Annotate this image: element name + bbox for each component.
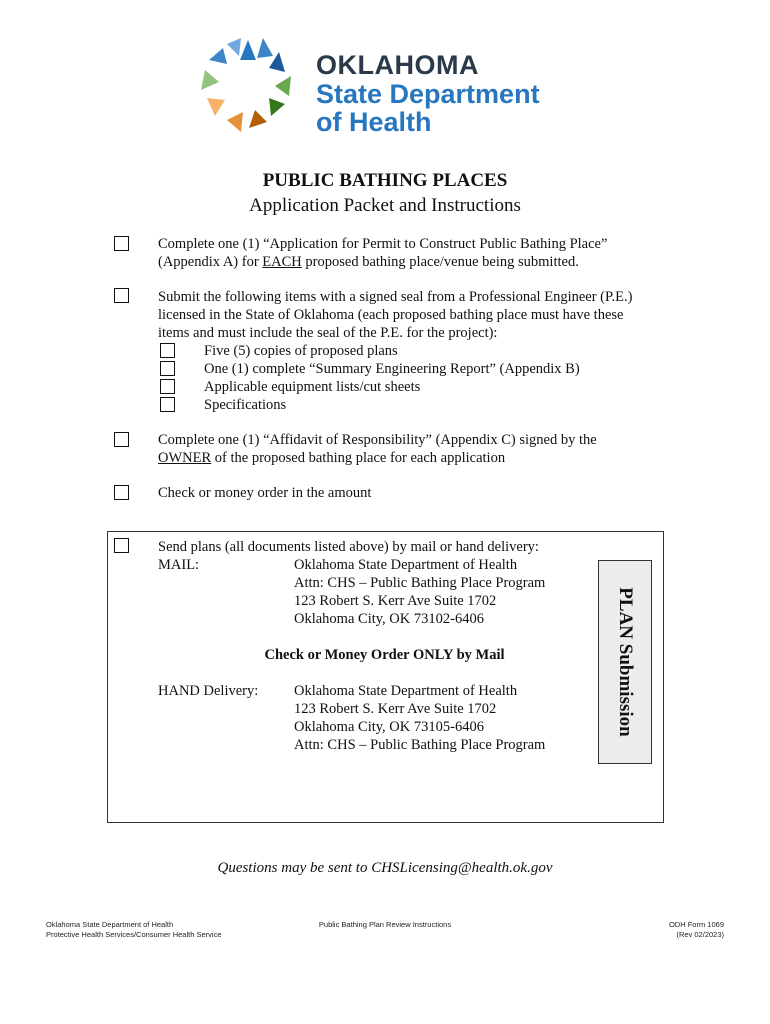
item-1-text xyxy=(158,235,638,271)
item-3-line-1: Complete one (1) “Affidavit of Responsibility” (Appendix C) signed by the xyxy=(158,432,597,448)
footer-right xyxy=(669,920,724,940)
item-3-line-2-post: of the proposed bathing place for each application xyxy=(211,450,506,466)
questions-contact: Questions may be sent to CHSLicensing@health.ok.gov xyxy=(217,860,553,876)
odh-logo-text xyxy=(316,50,540,136)
hand-line-4: Attn: CHS – Public Bathing Place Program xyxy=(294,737,546,753)
logo-line-state-dept: State Department xyxy=(316,79,540,109)
item-5-text: Send plans (all documents listed above) by mail or hand delivery: xyxy=(158,539,539,555)
checkbox-item-4[interactable] xyxy=(114,485,129,500)
item-1-line-1: Complete one (1) “Application for Permit to Construct Public Bathing Place” xyxy=(158,236,608,252)
hand-line-1: Oklahoma State Department of Health xyxy=(294,683,518,699)
item-3-owner: OWNER xyxy=(158,450,212,466)
subitem-equipment: Applicable equipment lists/cut sheets xyxy=(204,379,421,395)
logo-line-of-health: of Health xyxy=(316,107,432,137)
item-3-line-2 xyxy=(158,449,638,467)
checkbox-item-3[interactable] xyxy=(114,432,129,447)
subitem-specifications: Specifications xyxy=(204,397,287,413)
checkbox-item-2[interactable] xyxy=(114,288,129,303)
item-2-line-2: licensed in the State of Oklahoma (each proposed bathing place must have these xyxy=(158,307,624,323)
checkbox-item-1[interactable] xyxy=(114,236,129,251)
hand-line-2: 123 Robert S. Kerr Ave Suite 1702 xyxy=(294,701,497,717)
footer-right-line-2: (Rev 02/2023) xyxy=(676,930,724,939)
subitem-report: One (1) complete “Summary Engineering Report” (Appendix B) xyxy=(204,361,580,377)
item-1-line-2-post: proposed bathing place/venue being submitted. xyxy=(301,254,579,270)
hand-line-3: Oklahoma City, OK 73105-6406 xyxy=(294,719,484,735)
item-1-line-2-pre: (Appendix A) for xyxy=(158,254,263,270)
subitem-plans: Five (5) copies of proposed plans xyxy=(204,343,398,359)
footer-left-line-1: Oklahoma State Department of Health xyxy=(46,920,174,929)
plan-submission-text: PLAN Submission xyxy=(615,587,636,737)
item-3-text xyxy=(158,431,638,467)
item-2-line-1: Submit the following items with a signed seal from a Professional Engineer (P.E.) xyxy=(158,289,633,305)
footer-left-line-2: Protective Health Services/Consumer Health Service xyxy=(46,930,222,939)
checkbox-subitem-equipment[interactable] xyxy=(160,379,175,394)
item-1-line-2 xyxy=(158,253,638,271)
hand-address xyxy=(294,682,545,754)
mail-line-2: Attn: CHS – Public Bathing Place Program xyxy=(294,575,546,591)
footer-right-line-1: ODH Form 1069 xyxy=(668,920,724,929)
footer-center: Public Bathing Plan Review Instructions xyxy=(318,920,452,929)
logo-line-oklahoma: OKLAHOMA xyxy=(316,50,479,80)
mail-line-1: Oklahoma State Department of Health xyxy=(294,557,518,573)
odh-logo-star-icon xyxy=(193,34,303,140)
mail-address xyxy=(294,556,545,628)
mail-line-4: Oklahoma City, OK 73102-6406 xyxy=(294,611,484,627)
check-note: Check or Money Order ONLY by Mail xyxy=(264,647,505,663)
page-subtitle: Application Packet and Instructions xyxy=(249,195,521,216)
checkbox-subitem-report[interactable] xyxy=(160,361,175,376)
page-title: PUBLIC BATHING PLACES xyxy=(262,170,508,191)
item-4-text: Check or money order in the amount xyxy=(158,485,372,501)
item-1-each: EACH xyxy=(262,254,302,270)
hand-label: HAND Delivery: xyxy=(158,683,259,699)
item-2-text xyxy=(158,288,658,342)
checkbox-subitem-plans[interactable] xyxy=(160,343,175,358)
checkbox-item-5[interactable] xyxy=(114,538,129,553)
checkbox-subitem-specifications[interactable] xyxy=(160,397,175,412)
mail-line-3: 123 Robert S. Kerr Ave Suite 1702 xyxy=(294,593,497,609)
item-2-line-3: items and must include the seal of the P.E. for the project): xyxy=(158,325,498,341)
mail-label: MAIL: xyxy=(158,557,200,573)
plan-submission-side-label xyxy=(598,560,652,764)
